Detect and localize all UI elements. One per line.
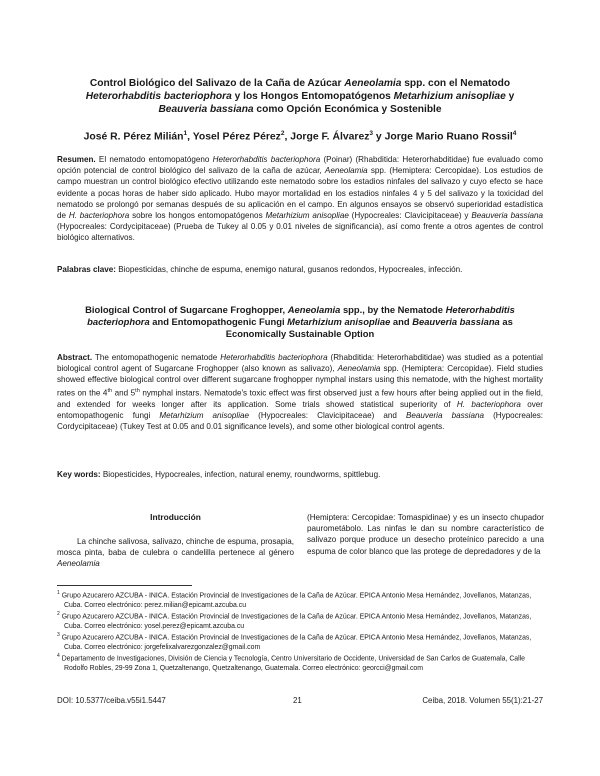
footnote-number: 1 xyxy=(57,590,60,596)
footnote xyxy=(57,631,547,652)
abstract-label: Abstract. xyxy=(57,353,93,362)
title-text: y xyxy=(505,91,515,103)
intro-text: La chinche salivosa, salivazo, chinche de espuma, prosapia, mosca pinta, baba de culebra o candelilla pertenece al género xyxy=(57,537,294,558)
resumen-paragraph xyxy=(57,154,543,244)
intro-column-right xyxy=(307,512,544,557)
author-name: Jorge Mario Ruano Rossil xyxy=(384,131,513,143)
resumen-text: El nematodo entomopatógeno xyxy=(95,155,213,164)
footnotes xyxy=(57,589,547,673)
abstract-species: H. bacteriophora xyxy=(456,399,521,409)
keywords xyxy=(57,469,543,480)
paper-title-en xyxy=(70,304,530,340)
author-affiliation: 3 xyxy=(369,130,374,137)
title-species: Aeneolamia xyxy=(344,78,402,89)
page-number: 21 xyxy=(293,696,302,705)
author-list xyxy=(60,127,540,143)
author-separator: y xyxy=(373,131,385,143)
footnote xyxy=(57,610,547,631)
title-species: Heterorhabditis bacteriophora xyxy=(85,91,232,103)
author-affiliation: 2 xyxy=(280,130,285,137)
resumen-label: Resumen. xyxy=(57,155,96,164)
resumen-text: (Hypocreales: Clavicipitaceae) y xyxy=(348,211,472,221)
intro-paragraph: (Hemiptera: Cercopidae: Tomaspidinae) y es un insecto chupador paurometábolo. Las ninfas le dan su nombre característico de salivazo porque produce un desecho proteínico parecido a una espuma de color blanco que las protege de depredadores y de la xyxy=(307,513,544,556)
resumen-species: Aeneolamia xyxy=(324,166,368,176)
en-title-text: Biological Control of Sugarcane Froghopper, xyxy=(85,304,288,315)
footnote-divider xyxy=(57,585,192,586)
author-separator: , xyxy=(187,131,193,143)
abstract-species: Heterorhabditis bacteriophora xyxy=(220,353,328,362)
author-name: José R. Pérez Milián xyxy=(83,131,184,143)
intro-paragraph xyxy=(57,536,294,570)
abstract-text: (Hypocreales: Cordycipitaceae) (Tukey Test at 0.05 and 0.01 significance levels), and some other biological control agents. xyxy=(57,410,544,431)
abstract-text: The entomopathogenic nematode xyxy=(92,353,221,362)
footnote-number: 2 xyxy=(57,611,60,618)
title-text: y los Hongos Entomopatógenos xyxy=(231,91,394,103)
footnote-text: Departamento de Investigaciones, División de Ciencia y Tecnología, Centro Universitario de Occidente, Universidad de San Carlos de Guatemala, Calle Rodolfo Robles, 29-99 Zona 1, Quetzaltenango, Quetzaltenango, Guatemala. Correo electrónico: georcci@gmail.com xyxy=(59,655,526,673)
paper-title-es xyxy=(70,77,530,117)
abstract-text: and 5 xyxy=(112,388,136,398)
title-species: Beauveria bassiana xyxy=(158,104,254,116)
section-heading: Introducción xyxy=(150,512,201,522)
journal-citation: Ceiba, 2018. Volumen 55(1):21-27 xyxy=(422,696,543,705)
keywords-text: Biopesticides, Hypocreales, infection, natural enemy, roundworms, spittlebug. xyxy=(100,470,381,479)
footnote-number: 3 xyxy=(57,632,60,639)
en-title-species: Heterorhabditis bacteriophora xyxy=(87,304,515,327)
footnote-number: 4 xyxy=(57,653,60,660)
footnote xyxy=(57,589,547,610)
author-name: Jorge F. Álvarez xyxy=(290,131,370,143)
resumen-text: sobre los hongos entomopatógenos xyxy=(129,211,266,221)
abstract-species: Beauveria bassiana xyxy=(406,410,484,420)
en-title-species: Metarhizium anisopliae xyxy=(287,316,391,327)
en-title-species: Beauveria bassiana xyxy=(412,316,500,327)
en-title-text: and xyxy=(390,316,413,327)
abstract-species: Metarhizium anisopliae xyxy=(159,410,250,420)
palabras-text: Biopesticidas, chinche de espuma, enemigo natural, gusanos redondos, Hypocreales, infección. xyxy=(115,265,463,274)
abstract-text: spp. (Hemiptera: Cercopidae). Field studies showed effective biological control over different sugarcane froghopper nymphal instars using this nematode, with the highest mortality rates on the 4 xyxy=(57,364,543,398)
title-text: Control Biológico del Salivazo de la Caña de Azúcar xyxy=(89,78,345,89)
abstract-text: (Rhabditida: Heterorhabditidae) was studied as a potential biological control agent of Sugarcane Froghopper (also known as salivazo), xyxy=(57,353,543,374)
intro-species: Aeneolamia xyxy=(57,559,100,569)
resumen-text: (Hypocreales: Cordycipitaceae) (Prueba de Tukey al 0.05 y 0.01 niveles de significancia), así como frente a otros agentes de control biológico alternativos. xyxy=(57,222,543,243)
resumen-text: (Poinar) (Rhabditida: Heterorhabditidae) fue evaluado como opción potencial de control biológico del salivazo de la caña de azúcar, xyxy=(57,155,543,176)
intro-column-left xyxy=(57,512,294,570)
footnote xyxy=(57,652,547,673)
keywords-label: Key words: xyxy=(57,470,101,479)
resumen-text: spp. (Hemiptera: Cercopidae). Los estudios de campo muestran un control biológico efectivo utilizando este nematodo sobre los estadios ninfales del salivazo y cuyo efecto se hace evidente a pocas horas de haber sido aplicado. Hubo mayor mortalidad en los estadios ninfales 4 y 5 del salivazo y la toxicidad del nematodo se prolongó por semanas después de su aplicación en el campo. En algunos ensayos se observó superioridad estadística de xyxy=(57,166,543,221)
author-affiliation: 4 xyxy=(512,130,517,137)
doi-text: DOI: 10.5377/ceiba.v55i1.5447 xyxy=(57,696,166,705)
title-text: spp. con el Nematodo xyxy=(401,78,511,89)
resumen-species: H. bacteriophora xyxy=(68,211,130,221)
en-title-text: and Entomopathogenic Fungi xyxy=(149,316,288,327)
palabras-label: Palabras clave: xyxy=(57,265,116,274)
resumen-species: Metarhizium anisopliae xyxy=(265,211,349,221)
title-species: Metarhizium anisopliae xyxy=(393,91,506,103)
abstract-paragraph xyxy=(57,352,543,432)
ordinal-suffix: th xyxy=(107,387,113,394)
palabras-clave xyxy=(57,264,543,275)
footnote-text: Grupo Azucarero AZCUBA - INICA. Estación Provincial de Investigaciones de la Caña de Azúcar. EPICA Antonio Mesa Hernández, Jovellanos, Matanzas, Cuba. Correo electrónico: yosel.perez@epicamt.azcuba.cu xyxy=(59,613,532,630)
abstract-text: (Hypocreales: Clavicipitaceae) and xyxy=(249,410,407,420)
en-title-text: spp., by the Nematode xyxy=(340,304,446,315)
abstract-text: nymphal instars. Nematode's toxic effect was first observed just a few hours after being applied out in the field, and extended for weeks longer after its application. Some trials showed statistical superiority of xyxy=(57,388,543,409)
abstract-text: over entomopathogenic fungi xyxy=(57,399,543,420)
title-text: como Opción Económica y Sostenible xyxy=(253,104,442,116)
footnote-text: Grupo Azucarero AZCUBA - INICA. Estación Provincial de Investigaciones de la Caña de Azúcar. EPICA Antonio Mesa Hernández, Jovellanos, Matanzas, Cuba. Correo electrónico: perez.milian@epicamt.azcuba.cu xyxy=(59,592,532,609)
en-title-species: Aeneolamia xyxy=(287,304,341,315)
author-name: Yosel Pérez Pérez xyxy=(192,131,281,143)
en-title-text: as Economically Sustainable Option xyxy=(225,316,513,339)
author-affiliation: 1 xyxy=(183,130,188,137)
author-separator: , xyxy=(284,131,291,143)
ordinal-suffix: th xyxy=(135,387,140,394)
abstract-species: Aeneolamia xyxy=(337,364,381,374)
resumen-species: Heterorhabditis bacteriophora xyxy=(212,155,321,164)
footnote-text: Grupo Azucarero AZCUBA - INICA. Estación Provincial de Investigaciones de la Caña de Azúcar. EPICA Antonio Mesa Hernández, Jovellanos, Matanzas, Cuba. Correo electrónico: jorgefelixalvarezgonzalez@gmail.com xyxy=(59,634,532,651)
resumen-species: Beauveria bassiana xyxy=(471,211,543,221)
